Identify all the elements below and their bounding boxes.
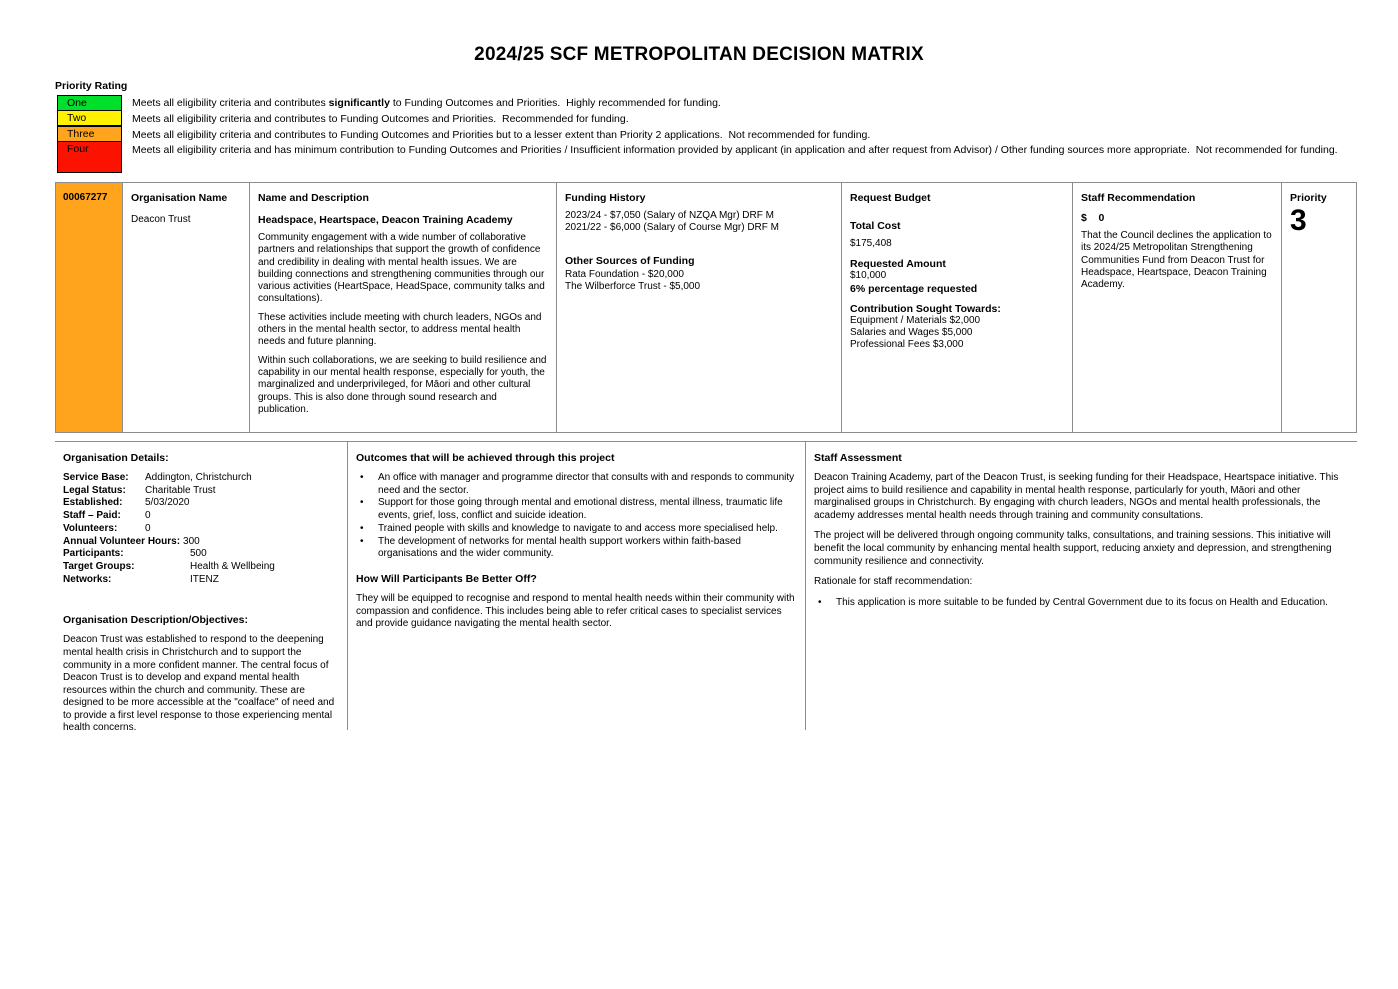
staff-recommendation-cell bbox=[1073, 183, 1282, 432]
contribution-item: Professional Fees $3,000 bbox=[850, 339, 964, 351]
legend-row-three bbox=[57, 127, 1367, 143]
legend-desc-two: Meets all eligibility criteria and contributes to Funding Outcomes and Priorities. Recommended for funding. bbox=[132, 113, 629, 125]
name-description-header: Name and Description bbox=[258, 192, 369, 204]
detail-row bbox=[63, 523, 337, 536]
staff-assessment-column bbox=[805, 442, 1357, 730]
funding-history-header: Funding History bbox=[565, 192, 646, 204]
total-cost-value: $175,408 bbox=[850, 238, 892, 249]
contribution-item: Salaries and Wages $5,000 bbox=[850, 326, 973, 338]
detail-value: 300 bbox=[183, 535, 200, 547]
outcomes-list bbox=[356, 472, 795, 561]
staff-assessment-p1: Deacon Training Academy, part of the Deacon Trust, is seeking funding for their Headspace, Heartspace initiative. This project aims to build resilience and capability in mental health response, particularly for youth, Māori and other marginalised groups in Christchurch. By engaging with church leaders, NGOs and mental health professionals, the academy addresses mental health needs through training and community consultations. bbox=[814, 472, 1339, 521]
decision-matrix-table bbox=[55, 182, 1357, 433]
percentage-requested: 6% percentage requested bbox=[850, 282, 978, 295]
project-description-p1: Community engagement with a wide number of collaborative partners and relationships that support the growth of confidence and credibility in dealing with mental health issues. We are building connections and strengthening communities through our various activities (HeartSpace, HeadSpace, community talks and consultations). bbox=[258, 232, 545, 305]
project-description-p2: These activities include meeting with church leaders, NGOs and others in the mental health sector, to address mental health needs and future planning. bbox=[258, 311, 542, 348]
legend-desc-one-suffix: to Funding Outcomes and Priorities. Highly recommended for funding. bbox=[389, 97, 721, 109]
rationale-label: Rationale for staff recommendation: bbox=[814, 576, 973, 588]
detail-value: Charitable Trust bbox=[145, 484, 216, 496]
priority-header: Priority bbox=[1290, 192, 1327, 204]
legend-row-one bbox=[57, 95, 1367, 111]
outcome-text: Trained people with skills and knowledge to navigate to and access more specialised help. bbox=[378, 522, 778, 534]
detail-label: Established: bbox=[63, 497, 123, 509]
better-off-text: They will be equipped to recognise and respond to mental health needs within their community with compassion and confidence. This includes being able to refer critical cases to specialist services and provide guidance navigating the mental health sector. bbox=[356, 592, 795, 630]
organisation-description-text: Deacon Trust was established to respond to the deepening mental health crisis in Christchurch and to support the community in a more confident manner. The central focus of Deacon Trust is to develop and expand mental health resources within the church and community. These are designed to be more accessible at the "coalface" of need and to provide a first level response to those experiencing mental health concerns. bbox=[63, 634, 335, 734]
legend-row-four bbox=[57, 142, 1367, 173]
detail-row bbox=[63, 574, 337, 587]
detail-label: Annual Volunteer Hours: bbox=[63, 535, 181, 547]
legend-swatch-two: Two bbox=[57, 110, 122, 126]
total-cost-label: Total Cost bbox=[850, 220, 901, 232]
outcome-text: The development of networks for mental health support workers within faith-based organisations and the wider community. bbox=[378, 535, 741, 560]
bullet-icon: • bbox=[360, 535, 364, 547]
organisation-name: Deacon Trust bbox=[131, 214, 191, 225]
detail-row bbox=[63, 485, 337, 498]
legend-swatch-one: One bbox=[57, 95, 122, 111]
funding-history-item: 2023/24 - $7,050 (Salary of NZQA Mgr) DRF M bbox=[565, 210, 774, 221]
contribution-item: Equipment / Materials $2,000 bbox=[850, 314, 981, 326]
detail-label: Staff – Paid: bbox=[63, 510, 121, 522]
organisation-details-header: Organisation Details: bbox=[63, 452, 169, 464]
name-description-cell bbox=[250, 183, 557, 432]
legend-desc-one-prefix: Meets all eligibility criteria and contributes bbox=[132, 97, 329, 109]
detail-row bbox=[63, 561, 337, 574]
priority-rating-legend bbox=[57, 95, 1367, 173]
outcomes-column bbox=[347, 442, 805, 730]
detail-value: 0 bbox=[145, 522, 151, 534]
detail-row bbox=[63, 497, 337, 510]
recommended-amount: $ 0 bbox=[1081, 212, 1105, 224]
organisation-details-column bbox=[55, 442, 347, 734]
other-sources-header: Other Sources of Funding bbox=[565, 254, 695, 267]
legend-desc-one-bold: significantly bbox=[328, 97, 390, 109]
project-description-p3: Within such collaborations, we are seeking to build resilience and capability in our mental health response, especially for youth, the marginalized and underprivileged, for Māori and other cultural groups. This is also done through sound research and publication. bbox=[258, 354, 547, 415]
bullet-icon: • bbox=[360, 472, 364, 483]
outcome-item bbox=[356, 536, 795, 561]
outcomes-header: Outcomes that will be achieved through this project bbox=[356, 452, 615, 464]
request-budget-cell bbox=[842, 183, 1073, 432]
detail-label: Volunteers: bbox=[63, 522, 118, 534]
contribution-label: Contribution Sought Towards: bbox=[850, 302, 1001, 315]
detail-row bbox=[63, 472, 337, 485]
detail-value: ITENZ bbox=[190, 573, 219, 585]
request-budget-header: Request Budget bbox=[850, 192, 931, 204]
outcome-item bbox=[356, 472, 795, 497]
priority-value: 3 bbox=[1290, 204, 1307, 237]
staff-recommendation-text: That the Council declines the application to its 2024/25 Metropolitan Strengthening Communities Fund from Deacon Trust for Headspace, Heartspace, Deacon Training Academy. bbox=[1081, 230, 1272, 291]
page-title: 2024/25 SCF METROPOLITAN DECISION MATRIX bbox=[474, 44, 924, 65]
details-section bbox=[55, 441, 1357, 734]
detail-value: 5/03/2020 bbox=[145, 497, 190, 509]
detail-value: 500 bbox=[190, 548, 207, 560]
detail-value: Health & Wellbeing bbox=[190, 560, 275, 572]
outcome-text: Support for those going through mental and emotional distress, mental illness, traumatic life events, grief, loss, conflict and suicide ideation. bbox=[378, 497, 783, 522]
detail-label: Target Groups: bbox=[63, 560, 135, 572]
spacer bbox=[63, 586, 337, 614]
legend-desc-four: Meets all eligibility criteria and has minimum contribution to Funding Outcomes and Priorities / Insufficient information provided by applicant (in application and after request from Advisor) / Other funding sources more appropriate. Not recommended for funding. bbox=[132, 144, 1338, 156]
other-source-item: The Wilberforce Trust - $5,000 bbox=[565, 280, 701, 292]
legend-desc-three: Meets all eligibility criteria and contributes to Funding Outcomes and Priorities but to a lesser extent than Priority 2 applications. Not recommended for funding. bbox=[132, 128, 871, 141]
detail-row bbox=[63, 510, 337, 523]
staff-recommendation-header: Staff Recommendation bbox=[1081, 192, 1196, 204]
priority-rating-label: Priority Rating bbox=[55, 80, 128, 92]
organisation-name-cell bbox=[123, 183, 250, 432]
detail-label: Participants: bbox=[63, 548, 124, 560]
project-title: Headspace, Heartspace, Deacon Training Academy bbox=[258, 214, 513, 226]
detail-row bbox=[63, 548, 337, 561]
rationale-text: This application is more suitable to be funded by Central Government due to its focus on Health and Education. bbox=[836, 596, 1328, 608]
legend-swatch-four: Four bbox=[57, 141, 122, 173]
outcome-text: An office with manager and programme director that consults with and responds to community need and the sector. bbox=[378, 472, 795, 496]
bullet-icon: • bbox=[818, 596, 822, 608]
outcome-item bbox=[356, 523, 795, 536]
outcome-item bbox=[356, 497, 795, 522]
legend-row-two bbox=[57, 111, 1367, 127]
legend-desc-one bbox=[122, 95, 1367, 111]
organisation-description-header: Organisation Description/Objectives: bbox=[63, 614, 248, 627]
requested-amount-value: $10,000 bbox=[850, 270, 887, 282]
detail-value: 0 bbox=[145, 510, 151, 522]
staff-assessment-p2: The project will be delivered through ongoing community talks, consultations, and training sessions. This initiative will benefit the local community by enhancing mental health support, reducing anxiety and depression, and strengthening community resilience and connectivity. bbox=[814, 530, 1332, 567]
other-source-item: Rata Foundation - $20,000 bbox=[565, 268, 684, 280]
better-off-header: How Will Participants Be Better Off? bbox=[356, 572, 537, 585]
application-id: 00067277 bbox=[63, 192, 108, 203]
priority-cell bbox=[1282, 183, 1356, 432]
organisation-name-header: Organisation Name bbox=[131, 192, 228, 204]
detail-row bbox=[63, 536, 337, 549]
legend-swatch-three: Three bbox=[57, 126, 122, 142]
detail-value: Addington, Christchurch bbox=[145, 472, 252, 483]
rationale-item bbox=[814, 597, 1347, 610]
bullet-icon: • bbox=[360, 522, 364, 534]
application-id-cell bbox=[56, 183, 123, 432]
funding-history-cell bbox=[557, 183, 842, 432]
requested-amount-label: Requested Amount bbox=[850, 258, 946, 271]
detail-label: Networks: bbox=[63, 573, 112, 585]
funding-history-item: 2021/22 - $6,000 (Salary of Course Mgr) DRF M bbox=[565, 222, 779, 234]
detail-label: Service Base: bbox=[63, 472, 129, 483]
bullet-icon: • bbox=[360, 497, 364, 509]
detail-label: Legal Status: bbox=[63, 484, 126, 496]
staff-assessment-header: Staff Assessment bbox=[814, 452, 902, 464]
